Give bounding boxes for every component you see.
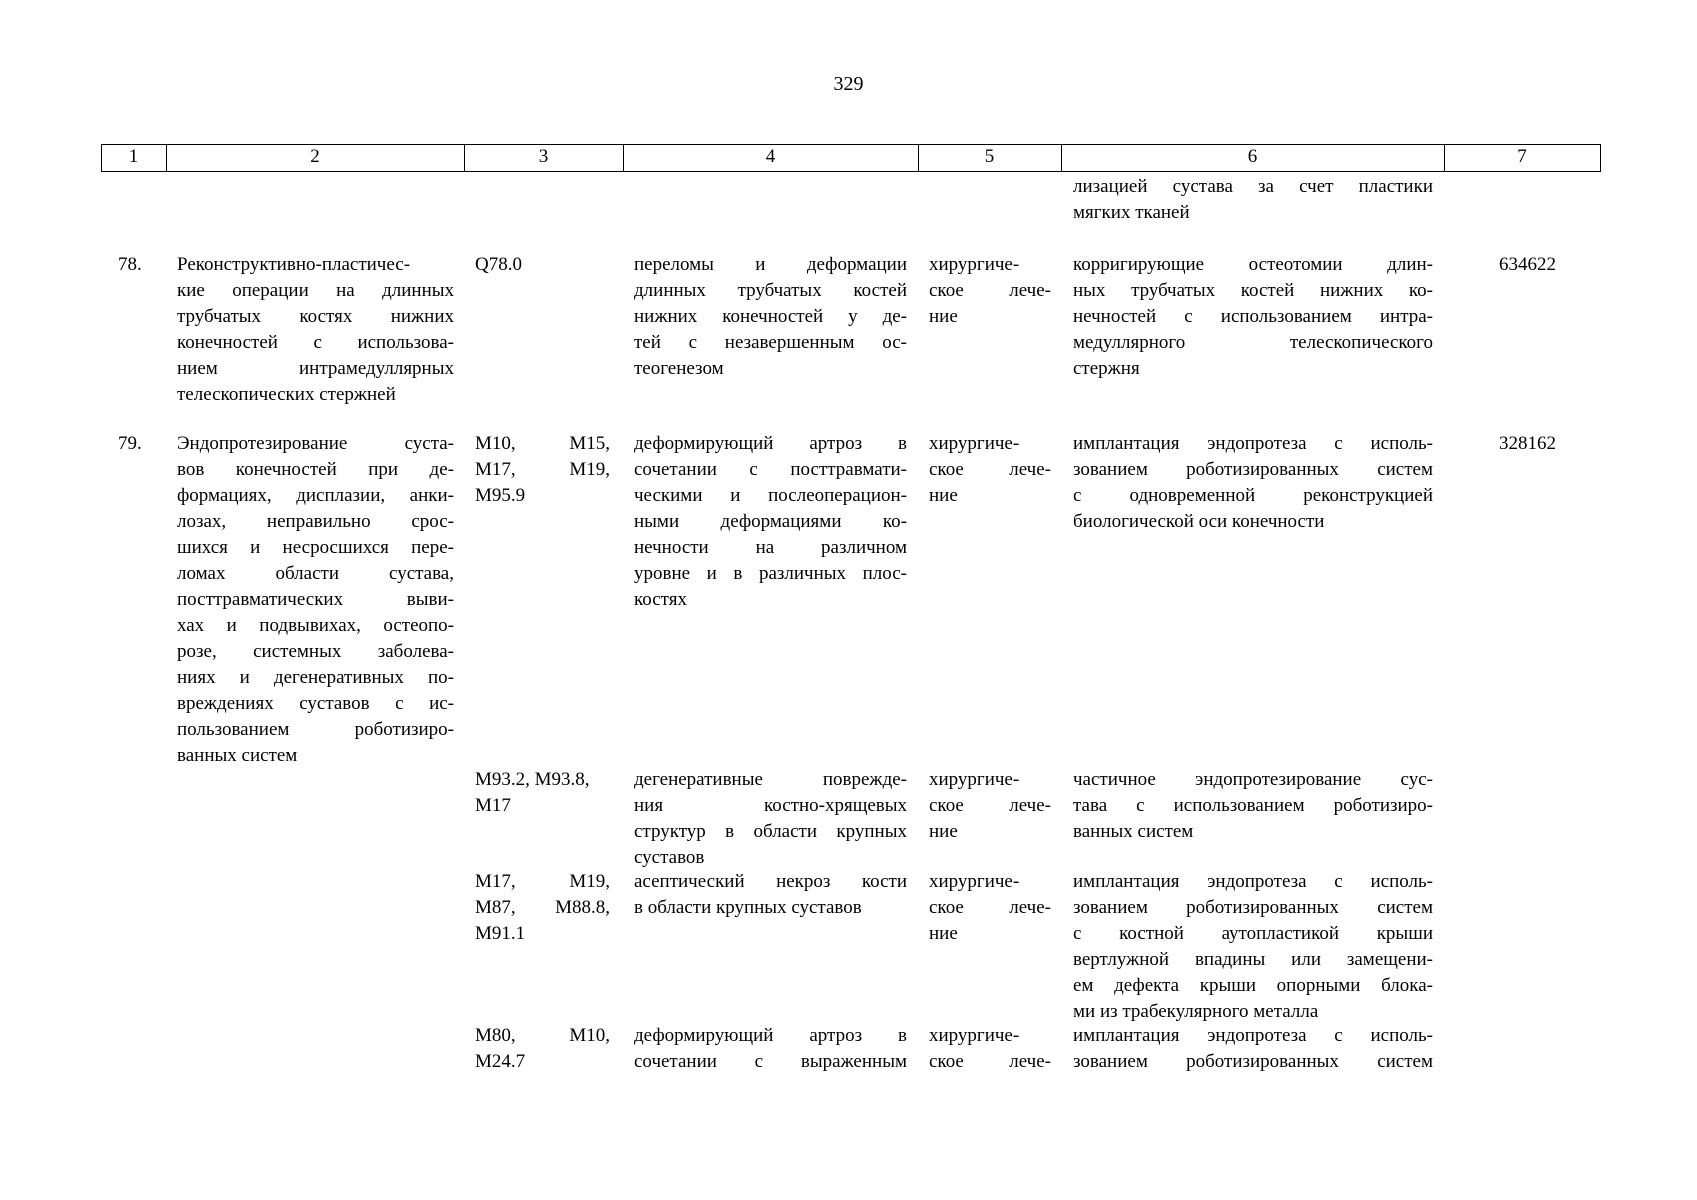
text-line: ных трубчатых костей нижних ко- <box>1073 280 1433 301</box>
text-line: имплантация эндопротеза с исполь- <box>1073 871 1433 892</box>
text-line: вертлужной впадины или замещени- <box>1073 949 1433 970</box>
text-line: с одновременной реконструкцией <box>1073 485 1433 506</box>
text-line: хирургиче- <box>929 433 1020 454</box>
text-line: сочетании с выраженным <box>634 1051 907 1072</box>
text-line: теогенезом <box>634 358 724 379</box>
icd-code: M87, <box>475 897 516 918</box>
text-line: деформирующий артроз в <box>634 1025 907 1046</box>
icd-code: M10, <box>569 1025 610 1046</box>
text-line: хирургиче- <box>929 769 1020 790</box>
icd-code: M80, <box>475 1025 516 1046</box>
text-line: Реконструктивно-пластичес- <box>177 254 411 275</box>
header-bottom-rule <box>101 171 1601 172</box>
text-line: ния костно-хрящевых <box>634 795 907 816</box>
text-line: формациях, дисплазии, анки- <box>177 485 454 506</box>
icd-code: M95.9 <box>475 485 526 506</box>
text-line: ние <box>929 923 958 944</box>
text-line: ванных систем <box>1073 821 1194 842</box>
row-number: 79. <box>118 433 142 454</box>
icd-code: M17, <box>475 459 516 480</box>
text-line: ние <box>929 821 958 842</box>
cost-value: 634622 <box>1499 254 1556 275</box>
text-line: сочетании с посттравмати- <box>634 459 907 480</box>
text-line: кие операции на длинных <box>177 280 454 301</box>
text-line: структур в области крупных <box>634 821 907 842</box>
text-line: мягких тканей <box>1073 202 1190 223</box>
text-line: вреждениях суставов с ис- <box>177 693 454 714</box>
text-line: длинных трубчатых костей <box>634 280 907 301</box>
text-line: ское лече- <box>929 280 1051 301</box>
text-line: зованием роботизированных систем <box>1073 459 1433 480</box>
header-col-3: 3 <box>538 146 549 167</box>
text-line: ломах области сустава, <box>177 563 454 584</box>
icd-code: M19, <box>569 871 610 892</box>
text-line: хирургиче- <box>929 871 1020 892</box>
text-line: лизацией сустава за счет пластики <box>1073 176 1433 197</box>
icd-code: M93.2, M93.8, <box>475 769 590 790</box>
text-line: переломы и деформации <box>634 254 907 275</box>
icd-code: M17 <box>475 795 511 816</box>
header-top-rule <box>101 144 1601 145</box>
text-line: пользованием роботизиро- <box>177 719 454 740</box>
text-line: ние <box>929 485 958 506</box>
text-line: нием интрамедуллярных <box>177 358 454 379</box>
icd-code: M10, <box>475 433 516 454</box>
header-divider <box>1600 144 1601 171</box>
text-line: зованием роботизированных систем <box>1073 1051 1433 1072</box>
icd-code: M24.7 <box>475 1051 526 1072</box>
header-col-5: 5 <box>984 146 995 167</box>
text-line: ское лече- <box>929 795 1051 816</box>
text-line: в области крупных суставов <box>634 897 862 918</box>
text-line: ние <box>929 306 958 327</box>
text-line: костях <box>634 589 687 610</box>
header-col-4: 4 <box>765 146 776 167</box>
text-line: ское лече- <box>929 459 1051 480</box>
text-line: посттравматических выви- <box>177 589 454 610</box>
row-number: 78. <box>118 254 142 275</box>
text-line: Эндопротезирование суста- <box>177 433 454 454</box>
icd-code: M19, <box>569 459 610 480</box>
text-line: имплантация эндопротеза с исполь- <box>1073 1025 1433 1046</box>
text-line: имплантация эндопротеза с исполь- <box>1073 433 1433 454</box>
text-line: ми из трабекулярного металла <box>1073 1001 1319 1022</box>
text-line: корригирующие остеотомии длин- <box>1073 254 1433 275</box>
text-line: ванных систем <box>177 745 298 766</box>
text-line: розе, системных заболева- <box>177 641 454 662</box>
text-line: деформирующий артроз в <box>634 433 907 454</box>
text-line: нижних конечностей у де- <box>634 306 907 327</box>
text-line: нечности на различном <box>634 537 907 558</box>
cost-value: 328162 <box>1499 433 1556 454</box>
icd-code: M15, <box>569 433 610 454</box>
text-line: тей с незавершенным ос- <box>634 332 907 353</box>
icd-code: M17, <box>475 871 516 892</box>
icd-code: M91.1 <box>475 923 526 944</box>
text-line: зованием роботизированных систем <box>1073 897 1433 918</box>
text-line: телескопических стержней <box>177 384 396 405</box>
text-line: суставов <box>634 847 705 868</box>
text-line: ское лече- <box>929 897 1051 918</box>
text-line: нечностей с использованием интра- <box>1073 306 1433 327</box>
text-line: ческими и послеоперацион- <box>634 485 907 506</box>
header-col-2: 2 <box>310 146 320 167</box>
text-line: дегенеративные поврежде- <box>634 769 907 790</box>
text-line: стержня <box>1073 358 1140 379</box>
text-line: частичное эндопротезирование сус- <box>1073 769 1433 790</box>
text-line: тава с использованием роботизиро- <box>1073 795 1433 816</box>
page-number: 329 <box>833 73 864 95</box>
text-line: ское лече- <box>929 1051 1051 1072</box>
text-line: биологической оси конечности <box>1073 511 1325 532</box>
text-line: медуллярного телескопического <box>1073 332 1433 353</box>
text-line: уровне и в различных плос- <box>634 563 907 584</box>
text-line: хирургиче- <box>929 254 1020 275</box>
header-col-7: 7 <box>1517 146 1527 167</box>
text-line: ниях и дегенеративных по- <box>177 667 454 688</box>
icd-code: Q78.0 <box>475 254 522 275</box>
text-line: шихся и несросшихся пере- <box>177 537 454 558</box>
text-line: лозах, неправильно срос- <box>177 511 454 532</box>
text-line: вов конечностей при де- <box>177 459 454 480</box>
text-line: хирургиче- <box>929 1025 1020 1046</box>
header-col-1: 1 <box>128 146 139 167</box>
header-col-6: 6 <box>1247 146 1258 167</box>
text-line: ными деформациями ко- <box>634 511 907 532</box>
text-line: асептический некроз кости <box>634 871 907 892</box>
icd-code: M88.8, <box>555 897 610 918</box>
text-line: ем дефекта крыши опорными блока- <box>1073 975 1433 996</box>
text-line: конечностей с использова- <box>177 332 454 353</box>
text-line: с костной аутопластикой крыши <box>1073 923 1433 944</box>
text-line: хах и подвывихах, остеопо- <box>177 615 454 636</box>
text-line: трубчатых костях нижних <box>177 306 454 327</box>
